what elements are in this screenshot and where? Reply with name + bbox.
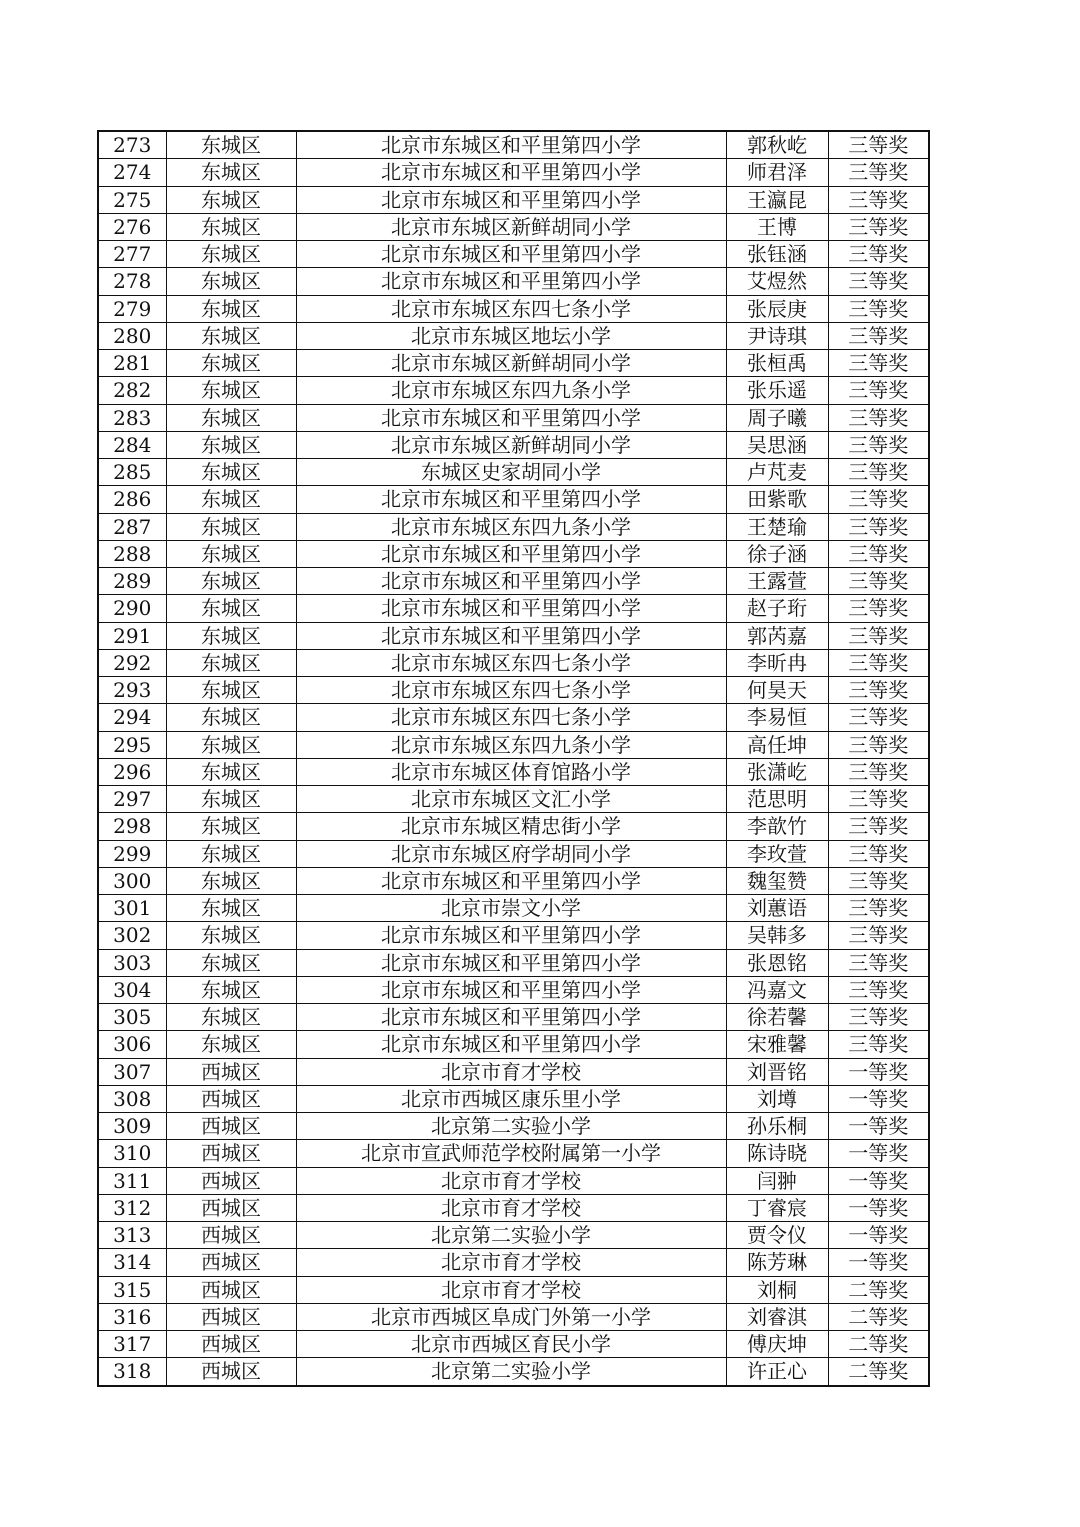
table-row: [98, 241, 929, 268]
award-level-cell: 三等奖: [828, 431, 929, 458]
student-name-cell: 王博: [726, 213, 828, 240]
table-row: [98, 1303, 929, 1330]
award-level-cell: 一等奖: [828, 1249, 929, 1276]
award-level-cell: 三等奖: [828, 213, 929, 240]
district-cell: 东城区: [166, 159, 296, 186]
school-cell: 北京市东城区和平里第四小学: [296, 241, 726, 268]
student-name-cell: 李昕冉: [726, 649, 828, 676]
school-cell: 北京市东城区和平里第四小学: [296, 404, 726, 431]
district-cell: 东城区: [166, 704, 296, 731]
award-level-cell: 三等奖: [828, 159, 929, 186]
school-cell: 北京市崇文小学: [296, 895, 726, 922]
table-row: [98, 758, 929, 785]
table-row: [98, 895, 929, 922]
school-cell: 北京市东城区文汇小学: [296, 786, 726, 813]
row-number-cell: 290: [98, 595, 166, 622]
row-number-cell: 280: [98, 322, 166, 349]
student-name-cell: 刘壿: [726, 1085, 828, 1112]
student-name-cell: 郭芮嘉: [726, 622, 828, 649]
student-name-cell: 吴思涵: [726, 431, 828, 458]
award-level-cell: 二等奖: [828, 1303, 929, 1330]
district-cell: 东城区: [166, 295, 296, 322]
school-cell: 北京市东城区和平里第四小学: [296, 976, 726, 1003]
table-row: [98, 1249, 929, 1276]
student-name-cell: 张桓禹: [726, 350, 828, 377]
district-cell: 东城区: [166, 622, 296, 649]
district-cell: 东城区: [166, 404, 296, 431]
table-row: [98, 1194, 929, 1221]
award-level-cell: 一等奖: [828, 1113, 929, 1140]
student-name-cell: 李玫萱: [726, 840, 828, 867]
table-row: [98, 1031, 929, 1058]
table-row: [98, 813, 929, 840]
district-cell: 东城区: [166, 186, 296, 213]
district-cell: 东城区: [166, 322, 296, 349]
student-name-cell: 张潇屹: [726, 758, 828, 785]
row-number-cell: 307: [98, 1058, 166, 1085]
award-level-cell: 三等奖: [828, 513, 929, 540]
school-cell: 北京市西城区康乐里小学: [296, 1085, 726, 1112]
student-name-cell: 尹诗琪: [726, 322, 828, 349]
school-cell: 北京第二实验小学: [296, 1113, 726, 1140]
district-cell: 西城区: [166, 1140, 296, 1167]
school-cell: 北京市东城区和平里第四小学: [296, 568, 726, 595]
table-row: [98, 704, 929, 731]
student-name-cell: 刘桐: [726, 1276, 828, 1303]
table-row: [98, 786, 929, 813]
award-level-cell: 三等奖: [828, 704, 929, 731]
table-row: [98, 540, 929, 567]
table-row: [98, 867, 929, 894]
award-level-cell: 二等奖: [828, 1358, 929, 1386]
school-cell: 北京市西城区育民小学: [296, 1331, 726, 1358]
table-row: [98, 295, 929, 322]
row-number-cell: 278: [98, 268, 166, 295]
student-name-cell: 赵子珩: [726, 595, 828, 622]
student-name-cell: 高任坤: [726, 731, 828, 758]
student-name-cell: 许正心: [726, 1358, 828, 1386]
student-name-cell: 刘晋铭: [726, 1058, 828, 1085]
district-cell: 东城区: [166, 241, 296, 268]
district-cell: 西城区: [166, 1058, 296, 1085]
award-level-cell: 三等奖: [828, 322, 929, 349]
school-cell: 北京市东城区和平里第四小学: [296, 949, 726, 976]
award-level-cell: 三等奖: [828, 922, 929, 949]
school-cell: 北京市东城区和平里第四小学: [296, 540, 726, 567]
student-name-cell: 郭秋屹: [726, 131, 828, 159]
student-name-cell: 周子曦: [726, 404, 828, 431]
row-number-cell: 305: [98, 1004, 166, 1031]
table-row: [98, 1331, 929, 1358]
student-name-cell: 王露萱: [726, 568, 828, 595]
row-number-cell: 296: [98, 758, 166, 785]
district-cell: 西城区: [166, 1222, 296, 1249]
school-cell: 北京第二实验小学: [296, 1358, 726, 1386]
school-cell: 北京市东城区东四九条小学: [296, 731, 726, 758]
table-row: [98, 622, 929, 649]
district-cell: 东城区: [166, 786, 296, 813]
school-cell: 北京市东城区东四七条小学: [296, 649, 726, 676]
school-cell: 北京市东城区和平里第四小学: [296, 622, 726, 649]
award-level-cell: 三等奖: [828, 241, 929, 268]
row-number-cell: 291: [98, 622, 166, 649]
district-cell: 东城区: [166, 867, 296, 894]
row-number-cell: 297: [98, 786, 166, 813]
student-name-cell: 卢芃麦: [726, 459, 828, 486]
student-name-cell: 陈芳琳: [726, 1249, 828, 1276]
school-cell: 北京市育才学校: [296, 1276, 726, 1303]
award-list-table: [97, 130, 930, 1387]
student-name-cell: 闫翀: [726, 1167, 828, 1194]
table-row: [98, 731, 929, 758]
award-level-cell: 三等奖: [828, 295, 929, 322]
district-cell: 东城区: [166, 350, 296, 377]
school-cell: 北京市东城区新鲜胡同小学: [296, 350, 726, 377]
award-level-cell: 三等奖: [828, 949, 929, 976]
award-level-cell: 三等奖: [828, 350, 929, 377]
row-number-cell: 311: [98, 1167, 166, 1194]
district-cell: 西城区: [166, 1249, 296, 1276]
student-name-cell: 李易恒: [726, 704, 828, 731]
award-level-cell: 一等奖: [828, 1140, 929, 1167]
row-number-cell: 284: [98, 431, 166, 458]
student-name-cell: 刘睿淇: [726, 1303, 828, 1330]
award-level-cell: 一等奖: [828, 1222, 929, 1249]
student-name-cell: 贾令仪: [726, 1222, 828, 1249]
table-row: [98, 677, 929, 704]
award-level-cell: 一等奖: [828, 1167, 929, 1194]
table-row: [98, 322, 929, 349]
row-number-cell: 318: [98, 1358, 166, 1386]
school-cell: 北京市宣武师范学校附属第一小学: [296, 1140, 726, 1167]
school-cell: 北京第二实验小学: [296, 1222, 726, 1249]
table-row: [98, 431, 929, 458]
district-cell: 东城区: [166, 595, 296, 622]
award-level-cell: 二等奖: [828, 1331, 929, 1358]
student-name-cell: 何昊天: [726, 677, 828, 704]
row-number-cell: 295: [98, 731, 166, 758]
school-cell: 北京市育才学校: [296, 1058, 726, 1085]
school-cell: 北京市东城区地坛小学: [296, 322, 726, 349]
table-row: [98, 595, 929, 622]
row-number-cell: 314: [98, 1249, 166, 1276]
award-level-cell: 三等奖: [828, 976, 929, 1003]
student-name-cell: 吴韩多: [726, 922, 828, 949]
student-name-cell: 师君泽: [726, 159, 828, 186]
district-cell: 西城区: [166, 1358, 296, 1386]
row-number-cell: 316: [98, 1303, 166, 1330]
student-name-cell: 陈诗晓: [726, 1140, 828, 1167]
table-row: [98, 922, 929, 949]
award-level-cell: 三等奖: [828, 731, 929, 758]
table-row: [98, 513, 929, 540]
row-number-cell: 309: [98, 1113, 166, 1140]
award-level-cell: 三等奖: [828, 758, 929, 785]
table-row: [98, 976, 929, 1003]
row-number-cell: 306: [98, 1031, 166, 1058]
award-list-body: [98, 131, 929, 1386]
student-name-cell: 张恩铭: [726, 949, 828, 976]
award-level-cell: 三等奖: [828, 486, 929, 513]
student-name-cell: 范思明: [726, 786, 828, 813]
award-level-cell: 一等奖: [828, 1194, 929, 1221]
row-number-cell: 303: [98, 949, 166, 976]
student-name-cell: 王楚瑜: [726, 513, 828, 540]
student-name-cell: 徐子涵: [726, 540, 828, 567]
school-cell: 北京市育才学校: [296, 1194, 726, 1221]
school-cell: 北京市东城区和平里第四小学: [296, 486, 726, 513]
district-cell: 西城区: [166, 1085, 296, 1112]
student-name-cell: 刘蕙语: [726, 895, 828, 922]
table-row: [98, 1167, 929, 1194]
school-cell: 北京市东城区东四七条小学: [296, 704, 726, 731]
row-number-cell: 301: [98, 895, 166, 922]
table-row: [98, 131, 929, 159]
award-level-cell: 三等奖: [828, 540, 929, 567]
row-number-cell: 304: [98, 976, 166, 1003]
district-cell: 东城区: [166, 677, 296, 704]
award-level-cell: 三等奖: [828, 377, 929, 404]
district-cell: 东城区: [166, 377, 296, 404]
row-number-cell: 310: [98, 1140, 166, 1167]
district-cell: 东城区: [166, 1031, 296, 1058]
district-cell: 西城区: [166, 1276, 296, 1303]
district-cell: 东城区: [166, 758, 296, 785]
row-number-cell: 281: [98, 350, 166, 377]
row-number-cell: 308: [98, 1085, 166, 1112]
award-level-cell: 三等奖: [828, 268, 929, 295]
table-row: [98, 568, 929, 595]
row-number-cell: 299: [98, 840, 166, 867]
row-number-cell: 292: [98, 649, 166, 676]
table-row: [98, 186, 929, 213]
row-number-cell: 289: [98, 568, 166, 595]
district-cell: 西城区: [166, 1303, 296, 1330]
award-level-cell: 三等奖: [828, 867, 929, 894]
table-row: [98, 840, 929, 867]
district-cell: 东城区: [166, 1004, 296, 1031]
school-cell: 北京市育才学校: [296, 1167, 726, 1194]
table-row: [98, 350, 929, 377]
row-number-cell: 282: [98, 377, 166, 404]
district-cell: 东城区: [166, 813, 296, 840]
district-cell: 东城区: [166, 459, 296, 486]
award-level-cell: 三等奖: [828, 1031, 929, 1058]
row-number-cell: 315: [98, 1276, 166, 1303]
school-cell: 北京市东城区和平里第四小学: [296, 867, 726, 894]
award-level-cell: 二等奖: [828, 1276, 929, 1303]
district-cell: 东城区: [166, 486, 296, 513]
table-row: [98, 377, 929, 404]
district-cell: 东城区: [166, 840, 296, 867]
table-row: [98, 1358, 929, 1386]
school-cell: 北京市东城区府学胡同小学: [296, 840, 726, 867]
row-number-cell: 279: [98, 295, 166, 322]
district-cell: 东城区: [166, 131, 296, 159]
school-cell: 北京市东城区新鲜胡同小学: [296, 431, 726, 458]
school-cell: 北京市东城区和平里第四小学: [296, 922, 726, 949]
school-cell: 北京市东城区体育馆路小学: [296, 758, 726, 785]
student-name-cell: 孙乐桐: [726, 1113, 828, 1140]
award-level-cell: 三等奖: [828, 895, 929, 922]
row-number-cell: 277: [98, 241, 166, 268]
student-name-cell: 王瀛昆: [726, 186, 828, 213]
student-name-cell: 艾煜然: [726, 268, 828, 295]
student-name-cell: 冯嘉文: [726, 976, 828, 1003]
row-number-cell: 274: [98, 159, 166, 186]
school-cell: 北京市东城区和平里第四小学: [296, 159, 726, 186]
row-number-cell: 273: [98, 131, 166, 159]
table-row: [98, 949, 929, 976]
row-number-cell: 286: [98, 486, 166, 513]
district-cell: 东城区: [166, 540, 296, 567]
award-level-cell: 三等奖: [828, 677, 929, 704]
award-level-cell: 一等奖: [828, 1058, 929, 1085]
district-cell: 东城区: [166, 949, 296, 976]
row-number-cell: 298: [98, 813, 166, 840]
district-cell: 西城区: [166, 1167, 296, 1194]
table-row: [98, 1140, 929, 1167]
award-level-cell: 三等奖: [828, 459, 929, 486]
school-cell: 北京市东城区和平里第四小学: [296, 186, 726, 213]
student-name-cell: 徐若馨: [726, 1004, 828, 1031]
district-cell: 东城区: [166, 268, 296, 295]
student-name-cell: 张辰庚: [726, 295, 828, 322]
row-number-cell: 293: [98, 677, 166, 704]
school-cell: 北京市东城区东四七条小学: [296, 295, 726, 322]
district-cell: 东城区: [166, 431, 296, 458]
row-number-cell: 285: [98, 459, 166, 486]
school-cell: 北京市西城区阜成门外第一小学: [296, 1303, 726, 1330]
district-cell: 西城区: [166, 1194, 296, 1221]
school-cell: 东城区史家胡同小学: [296, 459, 726, 486]
table-row: [98, 486, 929, 513]
student-name-cell: 丁睿宸: [726, 1194, 828, 1221]
row-number-cell: 317: [98, 1331, 166, 1358]
school-cell: 北京市东城区和平里第四小学: [296, 1004, 726, 1031]
table-row: [98, 1276, 929, 1303]
student-name-cell: 张乐遥: [726, 377, 828, 404]
student-name-cell: 傅庆坤: [726, 1331, 828, 1358]
row-number-cell: 287: [98, 513, 166, 540]
award-level-cell: 三等奖: [828, 568, 929, 595]
school-cell: 北京市东城区东四七条小学: [296, 677, 726, 704]
district-cell: 东城区: [166, 513, 296, 540]
table-row: [98, 1004, 929, 1031]
award-level-cell: 三等奖: [828, 622, 929, 649]
student-name-cell: 李歆竹: [726, 813, 828, 840]
row-number-cell: 275: [98, 186, 166, 213]
table-row: [98, 268, 929, 295]
district-cell: 东城区: [166, 568, 296, 595]
student-name-cell: 宋雅馨: [726, 1031, 828, 1058]
district-cell: 东城区: [166, 922, 296, 949]
district-cell: 东城区: [166, 213, 296, 240]
award-level-cell: 三等奖: [828, 813, 929, 840]
table-row: [98, 213, 929, 240]
district-cell: 东城区: [166, 731, 296, 758]
district-cell: 西城区: [166, 1331, 296, 1358]
row-number-cell: 294: [98, 704, 166, 731]
school-cell: 北京市东城区东四九条小学: [296, 513, 726, 540]
table-row: [98, 1058, 929, 1085]
table-row: [98, 459, 929, 486]
row-number-cell: 288: [98, 540, 166, 567]
award-level-cell: 三等奖: [828, 186, 929, 213]
district-cell: 东城区: [166, 976, 296, 1003]
row-number-cell: 283: [98, 404, 166, 431]
row-number-cell: 302: [98, 922, 166, 949]
row-number-cell: 313: [98, 1222, 166, 1249]
school-cell: 北京市东城区和平里第四小学: [296, 1031, 726, 1058]
table-row: [98, 404, 929, 431]
row-number-cell: 276: [98, 213, 166, 240]
district-cell: 西城区: [166, 1113, 296, 1140]
school-cell: 北京市育才学校: [296, 1249, 726, 1276]
award-level-cell: 三等奖: [828, 131, 929, 159]
student-name-cell: 田紫歌: [726, 486, 828, 513]
row-number-cell: 312: [98, 1194, 166, 1221]
award-level-cell: 一等奖: [828, 1085, 929, 1112]
school-cell: 北京市东城区和平里第四小学: [296, 131, 726, 159]
table-row: [98, 1085, 929, 1112]
school-cell: 北京市东城区新鲜胡同小学: [296, 213, 726, 240]
school-cell: 北京市东城区精忠街小学: [296, 813, 726, 840]
award-level-cell: 三等奖: [828, 595, 929, 622]
table-row: [98, 1222, 929, 1249]
district-cell: 东城区: [166, 649, 296, 676]
award-level-cell: 三等奖: [828, 649, 929, 676]
district-cell: 东城区: [166, 895, 296, 922]
school-cell: 北京市东城区和平里第四小学: [296, 268, 726, 295]
award-level-cell: 三等奖: [828, 840, 929, 867]
school-cell: 北京市东城区和平里第四小学: [296, 595, 726, 622]
student-name-cell: 魏玺赞: [726, 867, 828, 894]
award-level-cell: 三等奖: [828, 1004, 929, 1031]
student-name-cell: 张钰涵: [726, 241, 828, 268]
row-number-cell: 300: [98, 867, 166, 894]
award-level-cell: 三等奖: [828, 786, 929, 813]
table-row: [98, 1113, 929, 1140]
award-level-cell: 三等奖: [828, 404, 929, 431]
table-row: [98, 649, 929, 676]
school-cell: 北京市东城区东四九条小学: [296, 377, 726, 404]
table-row: [98, 159, 929, 186]
